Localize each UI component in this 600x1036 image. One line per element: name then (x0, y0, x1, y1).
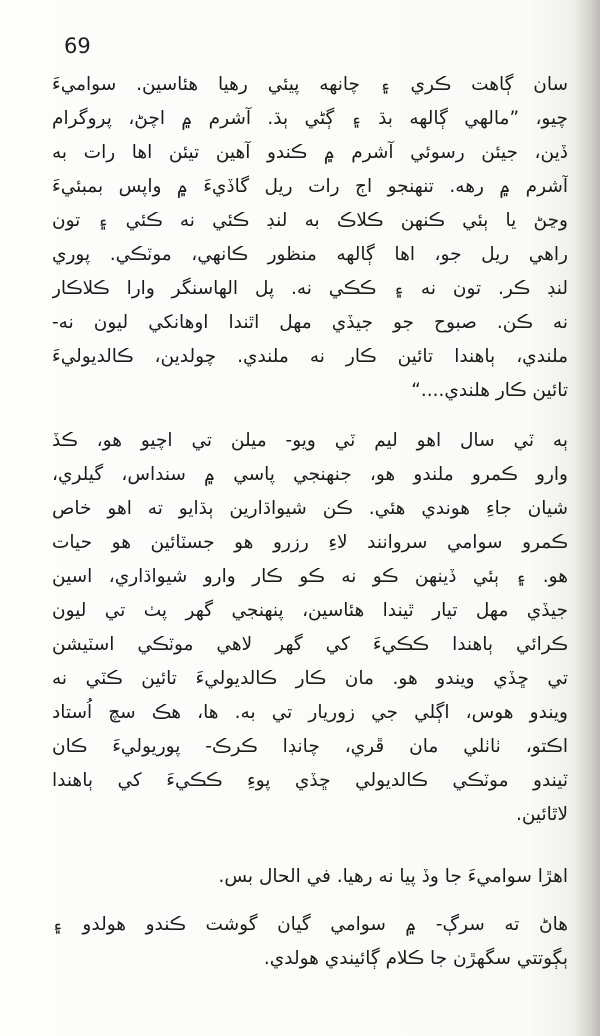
text-line: راهي ريل جو، اها ڳالهه منظور ڪانهي، موٽڪي. پوري (52, 244, 568, 265)
text-line: ملندي، ٻاهندا تائين ڪار نه ملندي. چولدين، ڪالديوليءَ (52, 346, 568, 367)
text-line: ٻڳوتتي سگهڙن جا ڪلام ڳائيندي هولدي. (263, 948, 568, 969)
text-line: ڏين، جيئن رسوئي آشرم ۾ ڪندو آهين تيئن اها رات به (52, 142, 568, 163)
text-line: نه ڪن. صبوح جو جيڏي مهل اٿندا اوهانکي ليون نه- (52, 312, 568, 333)
paragraph-gap (52, 832, 568, 860)
text-line: تائين ڪار هلندي....“ (411, 380, 568, 401)
paragraph-3 (52, 860, 568, 894)
text-line: وڃڻ يا ٻئي ڪنهن ڪلاڪ به لنڊ ڪئي نه ڪئي ۽ تون (52, 210, 568, 231)
paragraph-4 (52, 908, 568, 976)
text-line: ڪرائي ٻاهندا ڪڪيءَ کي گهر لاهي موٽڪي اسٽيشن (52, 634, 568, 655)
text-line: وارو ڪمرو ملندو هو، جنهنجي پاسي ۾ سنداس، گيلري، (52, 464, 568, 485)
text-line: هاڻ ته سرڳ- ۾ سوامي گيان گوشت ڪندو هولدو ۽ (52, 914, 568, 935)
page-number: 69 (64, 34, 91, 58)
text-line: تي ڇڏي ويندو هو. مان ڪار ڪالديوليءَ تائين ڪٽي نه (52, 668, 568, 689)
paragraph-2 (52, 424, 568, 832)
paragraph-gap (52, 408, 568, 424)
text-line: هو. ۽ ٻئي ڏينهن ڪو نه ڪو ڪار وارو شيواڌاري، اسين (52, 566, 568, 587)
text-line: جيڏي مهل تيار ٿيندا هئاسين، پنهنجي گهر پٺ تي ليون (52, 600, 568, 621)
text-line: چيو، ”مالهي ڳالهه بڌ ۽ ڳڻي ٻڌ. آشرم ۾ اچڻ، پروگرام (52, 108, 568, 129)
text-line: اڪتو، ٺاٺلي مان ڦري، چانڊا ڪرڪ- پوريوليءَ ڪان (52, 736, 568, 757)
text-line: اهڙا سواميءَ جا وڏ پيا نه رهيا. في الحال بس. (218, 866, 568, 887)
binding-shadow (574, 0, 600, 1036)
text-line: سان ڳاهت ڪري ۽ چانهه پيئي رهيا هئاسين. سواميءَ (52, 74, 568, 95)
paragraph-gap (52, 894, 568, 908)
text-line: شيان جاءِ هوندي هئي. ڪن شيواڌارين ٻڌايو ته اهو خاص (52, 498, 568, 519)
text-line: ٻه ٽي سال اهو ليم ٽي ويو- ميلن تي اچيو هو، ڪڏ (52, 430, 568, 451)
text-line: ڪمرو سوامي سروانند لاءِ رزرو هو جسٽائين هو حيات (52, 532, 568, 553)
text-line: لنڊ ڪر. تون نه ۽ ڪڪي نه. پل الهاسنگر وارا ڪلاڪار (52, 278, 568, 299)
text-line: لاٿائين. (515, 804, 568, 825)
text-line: آشرم ۾ رهه. تنهنجو اڄ رات ريل گاڏيءَ ۾ واپس بمبئيءَ (52, 176, 568, 197)
text-line: ٽيندو موٽڪي ڪالديولي ڇڏي پوءِ ڪڪيءَ کي ٻاهندا (52, 770, 568, 791)
text-line: ويندو هوس، اڳلي جي زوريار تي به. ها، هڪ سچ اُستاد (52, 702, 568, 723)
paragraph-1 (52, 68, 568, 408)
page-text (52, 68, 568, 976)
